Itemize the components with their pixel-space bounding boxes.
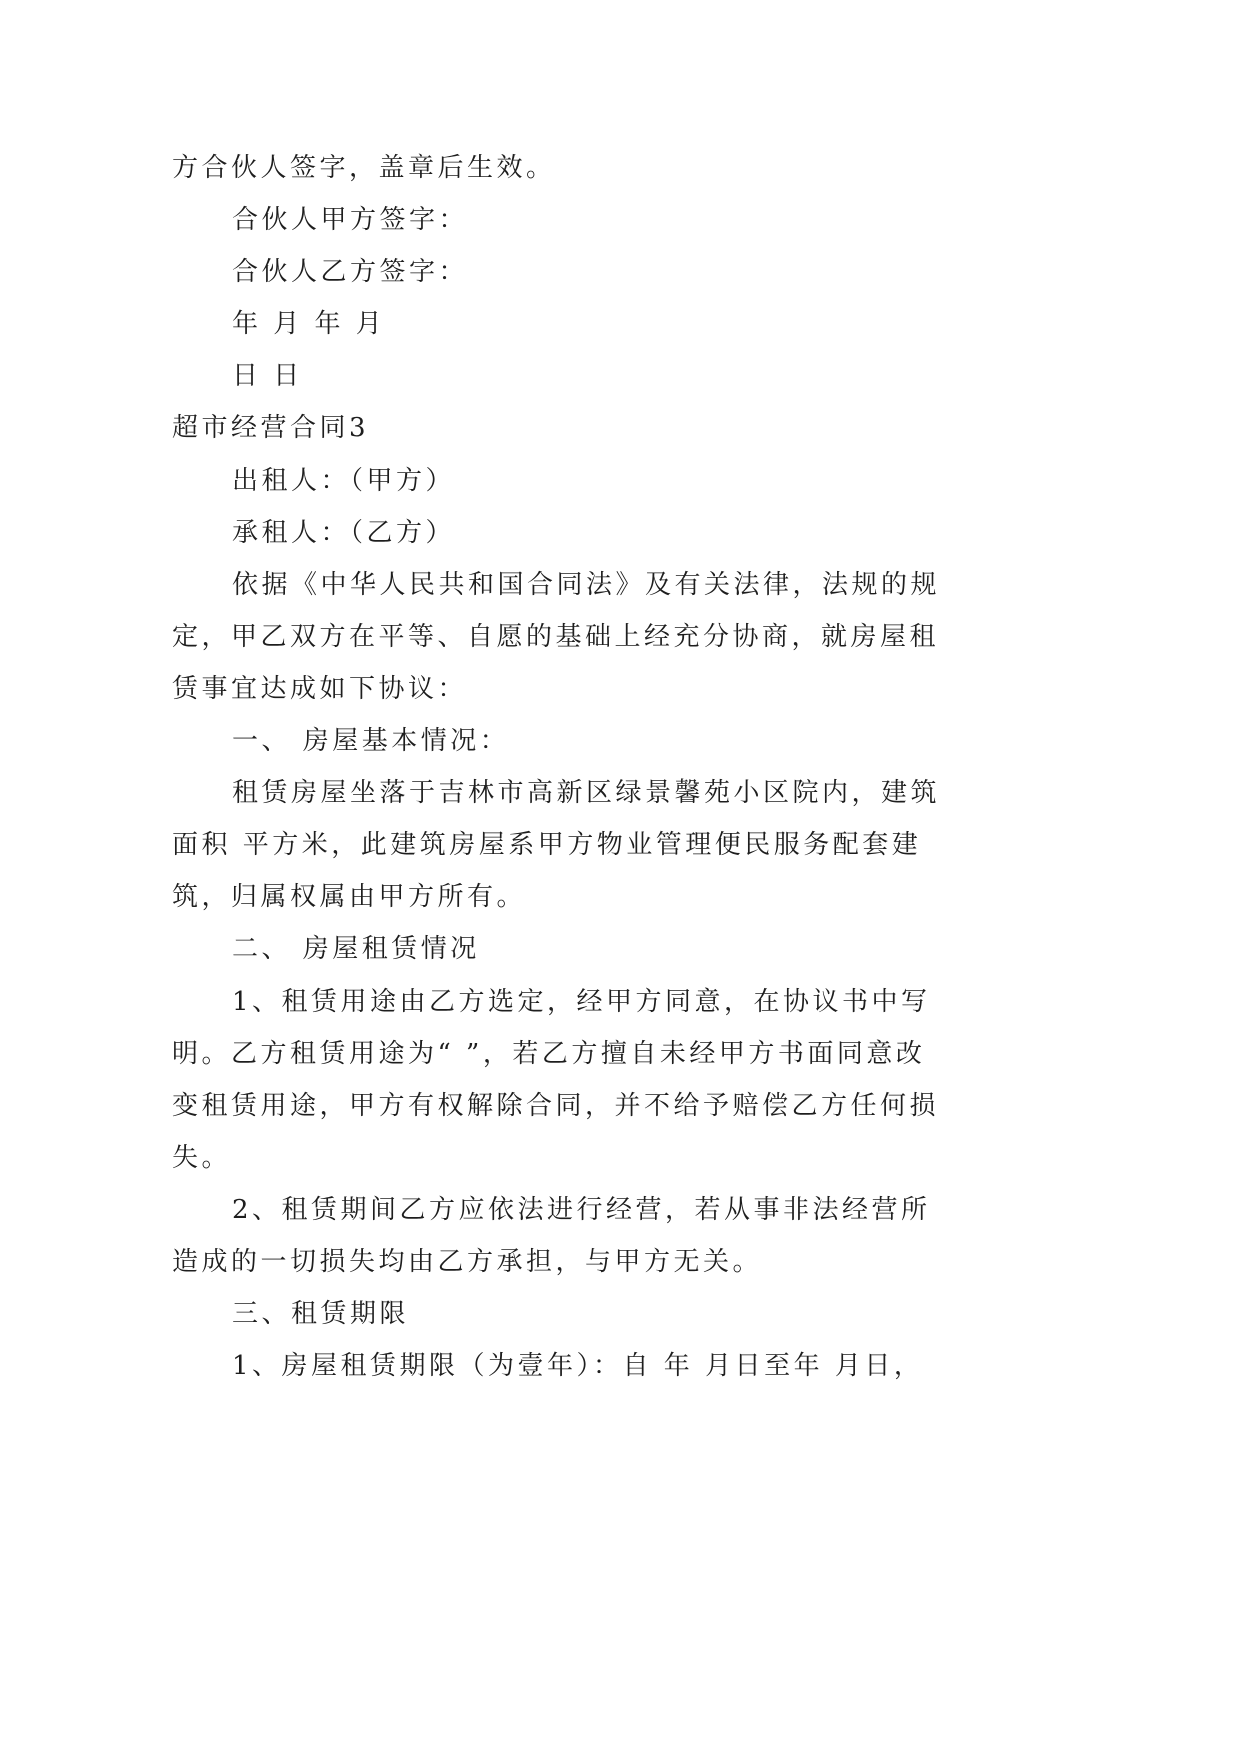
lessee-line: 承租人：（乙方） xyxy=(232,517,456,548)
signature-line-party-b: 合伙人乙方签字： xyxy=(232,257,469,288)
text-line: 筑，归属权属由甲方所有。 xyxy=(172,882,527,913)
date-line: 年 月 年 月 xyxy=(232,309,386,340)
clause-heading: 三、租赁期限 xyxy=(232,1299,410,1330)
text-line: 定，甲乙双方在平等、自愿的基础上经充分协商，就房屋租 xyxy=(172,621,940,652)
lessor-line: 出租人：（甲方） xyxy=(232,465,456,496)
text-line: 方合伙人签字，盖章后生效。 xyxy=(172,153,556,183)
text-line: 依据《中华人民共和国合同法》及有关法律，法规的规 xyxy=(232,569,941,600)
text-line: 1、房屋租赁期限（为壹年）：自 年 月日至年 月日， xyxy=(232,1351,924,1382)
text-line: 造成的一切损失均由乙方承担，与甲方无关。 xyxy=(172,1246,763,1277)
text-line: 租赁房屋坐落于吉林市高新区绿景馨苑小区院内，建筑 xyxy=(232,778,941,809)
clause-heading: 二、 房屋租赁情况 xyxy=(232,934,480,965)
date-line: 日 日 xyxy=(232,361,303,392)
document-body xyxy=(172,142,1072,1392)
text-line: 1、租赁用途由乙方选定，经甲方同意，在协议书中写 xyxy=(232,986,931,1017)
text-line: 变租赁用途，甲方有权解除合同，并不给予赔偿乙方任何损 xyxy=(172,1090,940,1121)
section-title: 超市经营合同3 xyxy=(172,413,370,444)
text-line: 2、租赁期间乙方应依法进行经营，若从事非法经营所 xyxy=(232,1194,931,1225)
signature-line-party-a: 合伙人甲方签字： xyxy=(232,205,469,236)
clause-heading: 一、 房屋基本情况： xyxy=(232,726,510,757)
text-line: 赁事宜达成如下协议： xyxy=(172,673,468,704)
text-line: 失。 xyxy=(172,1142,232,1173)
text-line: 面积 平方米，此建筑房屋系甲方物业管理便民服务配套建 xyxy=(172,830,922,861)
text-line: 明。乙方租赁用途为“ ”，若乙方擅自未经甲方书面同意改 xyxy=(172,1038,926,1069)
